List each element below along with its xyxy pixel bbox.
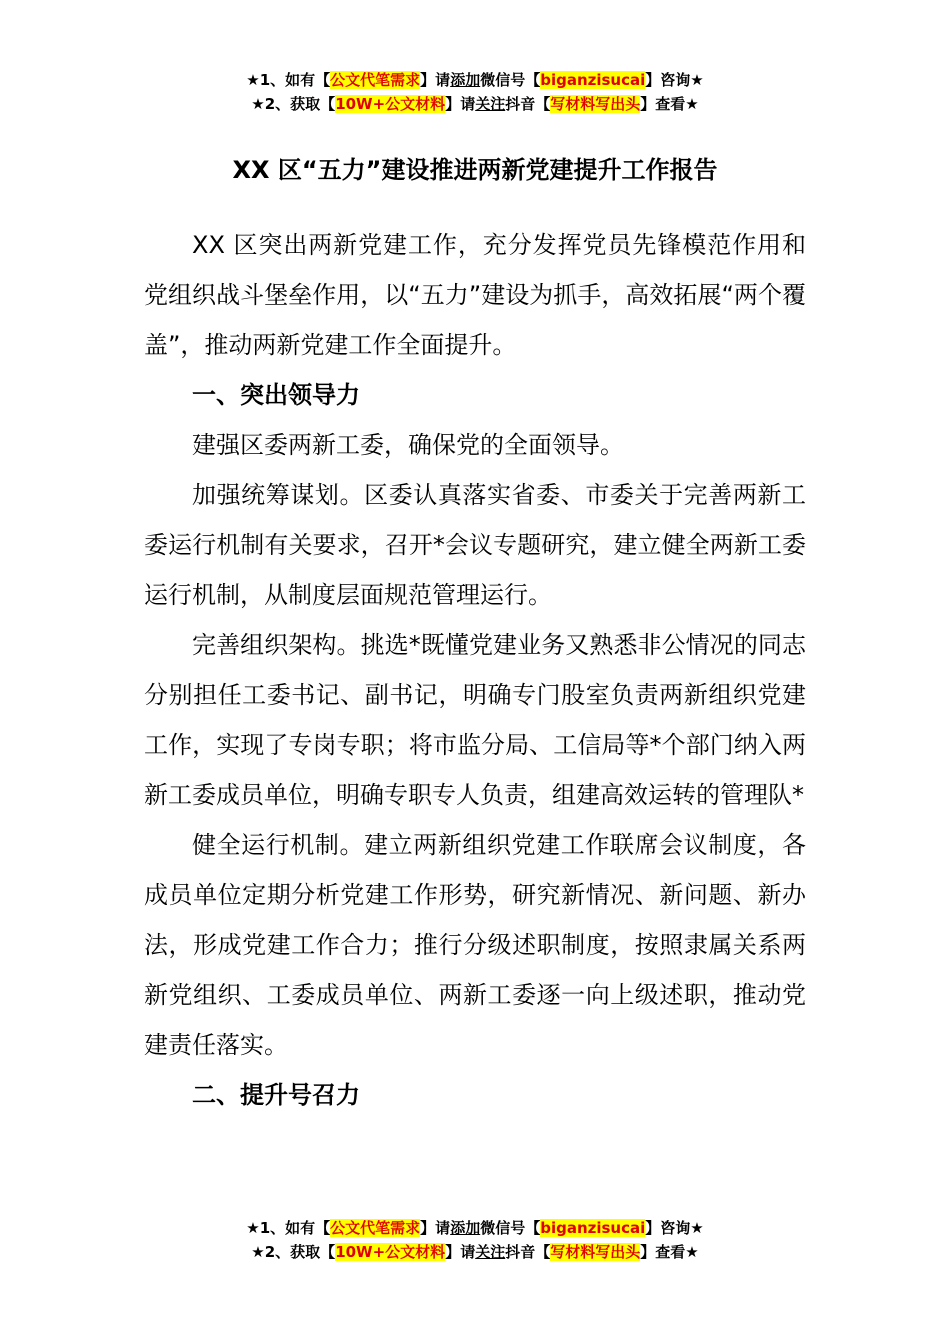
ad-highlight: 公文代笔需求	[330, 1219, 421, 1237]
intro-paragraph: XX 区突出两新党建工作，充分发挥党员先锋模范作用和党组织战斗堡垒作用，以“五力”建设为抓手，高效拓展“两个覆盖”，推动两新党建工作全面提升。	[144, 231, 806, 359]
section-heading: 一、突出领导力	[192, 381, 360, 409]
ad-douyin-id: 写材料写出头	[550, 1243, 641, 1261]
ad-line-2: ★2、获取【10W+公文材料】请关注抖音【写材料写出头】查看★	[251, 1243, 699, 1261]
ad-highlight: 公文代笔需求	[330, 71, 421, 89]
body-paragraph: 建强区委两新工委，确保党的全面领导。	[192, 431, 624, 459]
ad-line-1: ★1、如有【公文代笔需求】请添加微信号【biganzisucai】咨询★	[246, 71, 704, 89]
ad-line-1: ★1、如有【公文代笔需求】请添加微信号【biganzisucai】咨询★	[246, 1219, 704, 1237]
ad-highlight: 10W+公文材料	[335, 95, 446, 113]
body-paragraph: 健全运行机制。建立两新组织党建工作联席会议制度，各成员单位定期分析党建工作形势，研究新情况、新问题、新办法，形成党建工作合力；推行分级述职制度，按照隶属关系两新党组织、工委成员单位、两新工委逐一向上级述职，推动党建责任落实。	[144, 831, 806, 1059]
top-ad-banner	[0, 68, 950, 116]
body-paragraph: 完善组织架构。挑选*既懂党建业务又熟悉非公情况的同志分别担任工委书记、副书记，明确专门股室负责两新组织党建工作，实现了专岗专职；将市监分局、工信局等*个部门纳入两新工委成员单位，明确专职专人负责，组建高效运转的管理队*	[144, 631, 806, 809]
bottom-ad-banner	[0, 1216, 950, 1264]
document-body	[144, 220, 806, 1120]
ad-wechat-id: biganzisucai	[540, 71, 646, 89]
ad-line-2: ★2、获取【10W+公文材料】请关注抖音【写材料写出头】查看★	[251, 95, 699, 113]
section-heading: 二、提升号召力	[192, 1081, 360, 1109]
ad-highlight: 10W+公文材料	[335, 1243, 446, 1261]
document-title: XX 区“五力”建设推进两新党建提升工作报告	[232, 156, 718, 184]
ad-wechat-id: biganzisucai	[540, 1219, 646, 1237]
body-paragraph: 加强统筹谋划。区委认真落实省委、市委关于完善两新工委运行机制有关要求，召开*会议专题研究，建立健全两新工委运行机制，从制度层面规范管理运行。	[144, 481, 806, 609]
ad-douyin-id: 写材料写出头	[550, 95, 641, 113]
